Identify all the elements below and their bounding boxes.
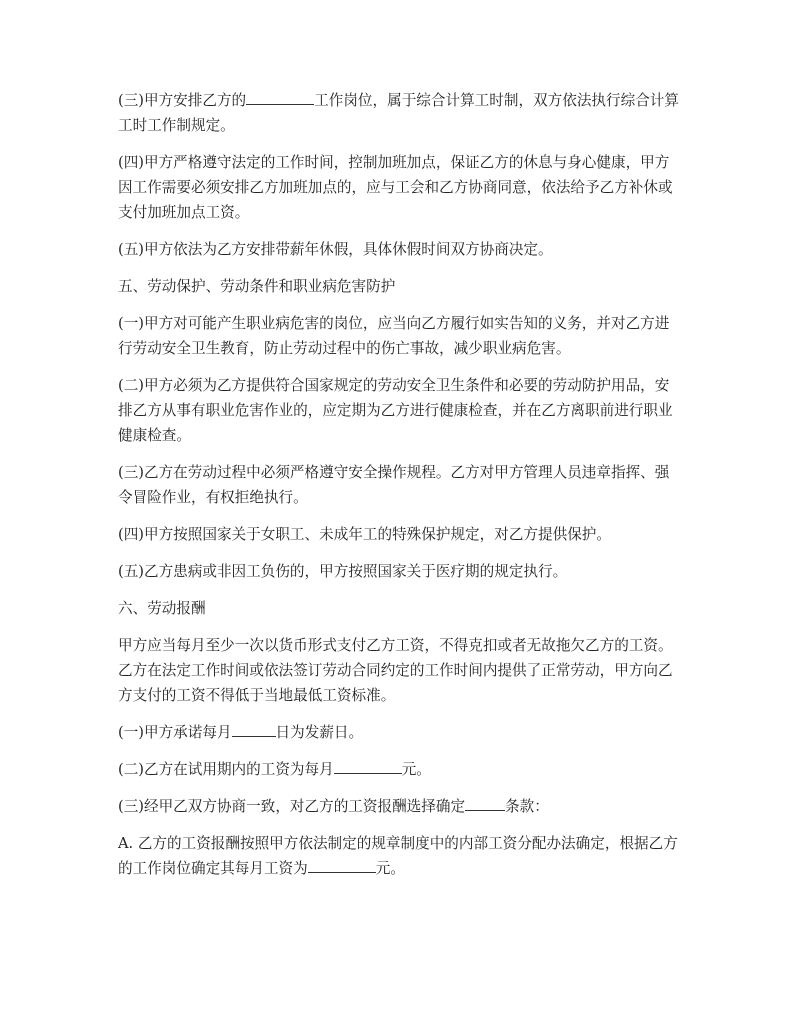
paragraph-p10 — [118, 596, 683, 621]
paragraph-text: 工作岗位，属于综合计算工时制，双方依法执行综合计算工时工作制规定。 — [118, 92, 679, 134]
paragraph-p6 — [118, 373, 683, 448]
paragraph-text: (二)乙方在试用期内的工资为每月 — [118, 761, 334, 778]
paragraph-p11 — [118, 633, 683, 708]
paragraph-text: 甲方应当每月至少一次以货币形式支付乙方工资，不得克扣或者无故拖欠乙方的工资。乙方在法定工作时间或依法签订劳动合同约定的工作时间内提供了正常劳动，甲方向乙方支付的工资不得低于当地最低工资标准。 — [118, 637, 673, 704]
paragraph-text: (三)乙方在劳动过程中必须严格遵守安全操作规程。乙方对甲方管理人员违章指挥、强令冒险作业，有权拒绝执行。 — [118, 464, 670, 506]
fill-in-blank — [232, 720, 276, 737]
paragraph-text: (一)甲方对可能产生职业病危害的岗位，应当向乙方履行如实告知的义务，并对乙方进行劳动安全卫生教育，防止劳动过程中的伤亡事故，减少职业病危害。 — [118, 315, 670, 357]
paragraph-text: (五)甲方依法为乙方安排带薪年休假，具体休假时间双方协商决定。 — [118, 241, 553, 258]
paragraph-text: (四)甲方按照国家关于女职工、未成年工的特殊保护规定，对乙方提供保护。 — [118, 526, 611, 543]
paragraph-p8 — [118, 522, 683, 547]
paragraph-text: 五、劳动保护、劳动条件和职业病危害防护 — [118, 278, 396, 295]
paragraph-text: 条款： — [505, 798, 549, 815]
fill-in-blank — [334, 757, 402, 774]
paragraph-p3 — [118, 237, 683, 262]
paragraph-text: A. 乙方的工资报酬按照甲方依法制定的规章制度中的内部工资分配办法确定，根据乙方的工作岗位确定其每月工资为 — [118, 835, 678, 877]
fill-in-blank — [308, 856, 376, 873]
paragraph-p4 — [118, 274, 683, 299]
paragraph-p5 — [118, 311, 683, 361]
fill-in-blank — [465, 794, 505, 811]
paragraph-text: (三)甲方安排乙方的 — [118, 92, 247, 109]
contract-body — [118, 88, 683, 893]
paragraph-text: 元。 — [375, 860, 405, 877]
paragraph-text: (二)甲方必须为乙方提供符合国家规定的劳动安全卫生条件和必要的劳动防护用品，安排乙方从事有职业危害作业的，应定期为乙方进行健康检查，并在乙方离职前进行职业健康检查。 — [118, 377, 673, 444]
paragraph-p14 — [118, 794, 683, 819]
paragraph-text: (五)乙方患病或非因工负伤的，甲方按照国家关于医疗期的规定执行。 — [118, 563, 568, 580]
paragraph-text: (一)甲方承诺每月 — [118, 724, 232, 741]
paragraph-p2 — [118, 150, 683, 225]
paragraph-text: (四)甲方严格遵守法定的工作时间，控制加班加点，保证乙方的休息与身心健康，甲方因工作需要必须安排乙方加班加点的，应与工会和乙方协商同意，依法给予乙方补休或支付加班加点工资。 — [118, 154, 673, 221]
paragraph-text: 元。 — [401, 761, 431, 778]
paragraph-p9 — [118, 559, 683, 584]
paragraph-p13 — [118, 757, 683, 782]
fill-in-blank — [246, 88, 314, 105]
paragraph-p1 — [118, 88, 683, 138]
paragraph-p12 — [118, 720, 683, 745]
paragraph-p15 — [118, 831, 683, 881]
paragraph-text: 日为发薪日。 — [275, 724, 364, 741]
paragraph-text: (三)经甲乙双方协商一致，对乙方的工资报酬选择确定 — [118, 798, 466, 815]
paragraph-p7 — [118, 460, 683, 510]
paragraph-text: 六、劳动报酬 — [118, 600, 206, 617]
